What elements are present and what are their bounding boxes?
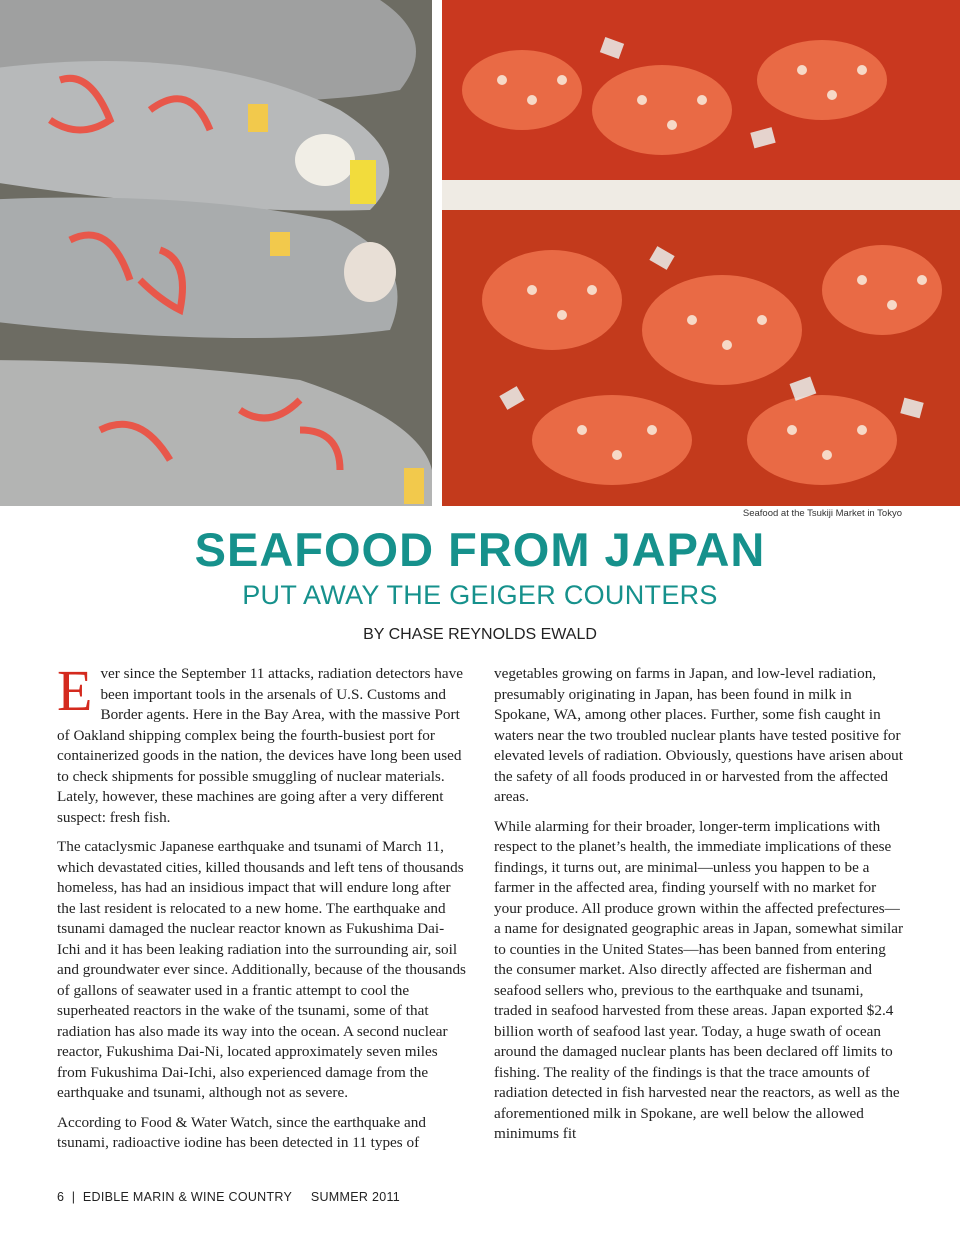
- paragraph-text: ver since the September 11 attacks, radiation detectors have been important tools in the arsenals of U.S. Customs and Border agents. Here in the Bay Area, with the massive Port of Oakland shipping complex being the fourth-busiest port for containerized goods in the nation, the devices have long been used to check shipments for possible smuggling of nuclear materials. Lately, however, these machines are going after a very different suspect: fresh fish.: [57, 665, 463, 826]
- page-footer: 6 | EDIBLE MARIN & WINE COUNTRY SUMMER 2011: [57, 1190, 401, 1204]
- photo-spread: [0, 0, 960, 506]
- article-subheadline: PUT AWAY THE GEIGER COUNTERS: [242, 580, 718, 610]
- paragraph: vegetables growing on farms in Japan, and low-level radiation, presumably originating in Japan, has been found in milk in Spokane, WA, among other places. Further, some fish caught in waters near the two troubled nuclear plants have tested positive for elevated levels of radiation. Obviously, questions have arisen about the safety of all foods produced in or harvested from the affected areas.: [494, 665, 903, 805]
- drop-cap: E: [57, 658, 93, 723]
- paragraph: According to Food & Water Watch, since the earthquake and tsunami, radioactive iodine has been detected in 11 types of: [57, 1113, 426, 1151]
- paragraph: While alarming for their broader, longer-term implications with respect to the planet’s health, the immediate implications of these findings, it turns out, are minimal—unless you happen to be a farmer in the affected area, finding yourself with no market for your produce. All produce grown within the affected prefectures—a name for designated geographic areas in Japan, somewhat similar to counties in the United States—has been banned from entering the consumer market. Also directly affected are fisherman and seafood sellers who, previous to the earthquake and tsunami, traded in seafood harvested from these areas. Japan exported $2.4 billion worth of seafood last year. Today, a huge swath of ocean around the damaged nuclear plants has been declared off limits to fishing. The reality of the findings is that the trace amounts of radiation detected in fish harvested near the reactors, as well as the aforementioned milk in Spokane, are well below the allowed minimums fit: [494, 817, 904, 1142]
- tuna-photo: [0, 0, 432, 506]
- paragraph: [57, 658, 467, 828]
- paragraph: The cataclysmic Japanese earthquake and tsunami of March 11, which devastated cities, killed thousands and left tens of thousands homeless, has had an insidious impact that will endure long after the last resident is relocated to a new home. The earthquake and tsunami damaged the nuclear reactor known as Fukushima Dai-Ichi and it has been leaking radiation into the surrounding air, soil and groundwater ever since. Additionally, because of the thousands of gallons of seawater used in a frantic attempt to cool the superheated reactors in the wake of the tsunami, some of that radiation has also made its way into the ocean. A second nuclear reactor, Fukushima Dai-Ni, located approximately seven miles from Fukushima Dai-Ichi, also experienced damage from the earthquake and tsunami, although not as severe.: [57, 838, 466, 1101]
- photo-caption: Seafood at the Tsukiji Market in Tokyo: [742, 508, 902, 519]
- article-right-column: [494, 664, 904, 1154]
- article-headline: SEAFOOD FROM JAPAN: [194, 523, 766, 576]
- article-left-column: [57, 658, 467, 1163]
- article-byline: BY CHASE REYNOLDS EWALD: [363, 626, 597, 643]
- octopus-photo: [442, 0, 960, 506]
